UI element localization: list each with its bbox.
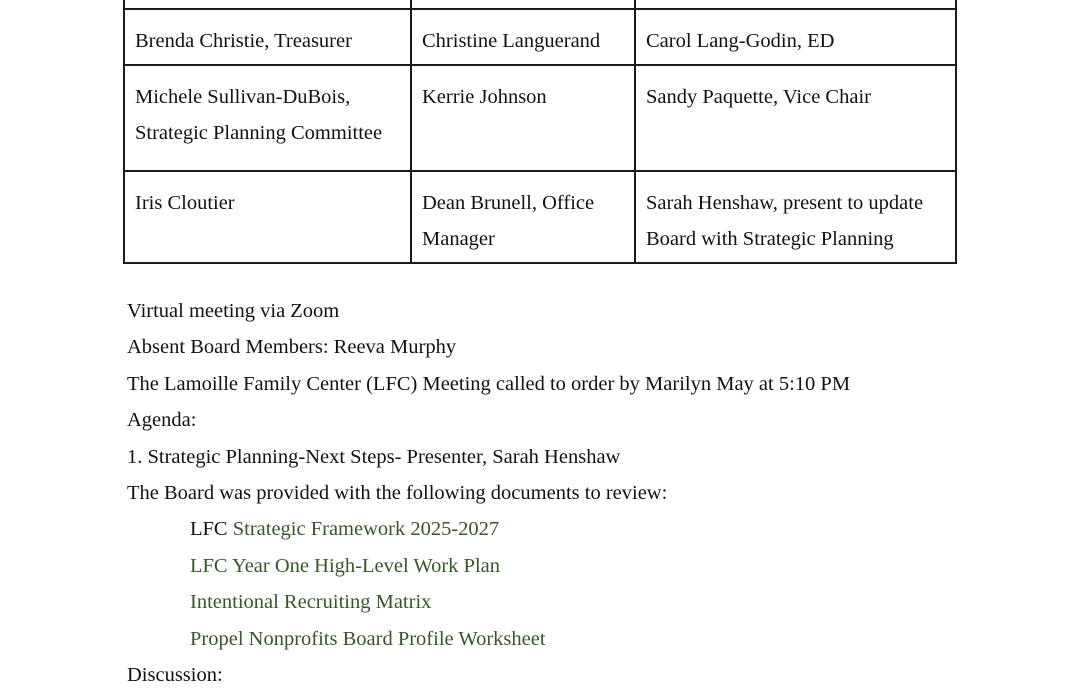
- cell-text: Sarah Henshaw, present to update: [646, 192, 924, 214]
- table-cell: [635, 171, 956, 263]
- table-cell: [124, 171, 411, 263]
- document-item: [127, 548, 1027, 584]
- document-link[interactable]: Intentional Recruiting Matrix: [190, 591, 432, 614]
- cell-text: Strategic Planning Committee: [135, 122, 383, 144]
- table-row: [124, 65, 956, 171]
- cell-text: Michele Sullivan-DuBois,: [135, 86, 351, 108]
- document-link[interactable]: LFC Year One High-Level Work Plan: [190, 554, 500, 577]
- document-item: [127, 511, 1027, 547]
- cell-text: Sandy Paquette, Vice Chair: [646, 86, 871, 108]
- table-cell: [411, 65, 635, 171]
- table-cell: [411, 171, 635, 263]
- agenda-item: 1. Strategic Planning-Next Steps- Presenter, Sarah Henshaw: [127, 445, 621, 468]
- document-list: [127, 511, 1027, 657]
- absent-members: Absent Board Members: Reeva Murphy: [127, 336, 457, 359]
- document-item: [127, 584, 1027, 620]
- call-to-order: The Lamoille Family Center (LFC) Meeting called to order by Marilyn May at 5:10 PM: [127, 372, 851, 395]
- cell-text: Manager: [422, 228, 495, 250]
- attendance-table-body: [124, 0, 956, 263]
- agenda-label: Agenda:: [127, 409, 197, 432]
- documents-intro: The Board was provided with the following documents to review:: [127, 482, 668, 505]
- cell-text: Brenda Christie, Treasurer: [135, 30, 352, 52]
- document-link[interactable]: Propel Nonprofits Board Profile Worksheet: [190, 627, 546, 650]
- table-cell: [635, 0, 956, 9]
- meeting-location: Virtual meeting via Zoom: [127, 300, 340, 322]
- document-item: [127, 621, 1027, 657]
- cell-text: Carol Lang-Godin, ED: [646, 30, 835, 52]
- table-cell: [635, 65, 956, 171]
- table-row: [124, 171, 956, 263]
- table-cell: [411, 9, 635, 65]
- table-cell: [124, 65, 411, 171]
- table-cell: [124, 9, 411, 65]
- cell-text: Kerrie Johnson: [422, 86, 547, 108]
- cell-text: Christine Languerand: [422, 30, 601, 52]
- document-link[interactable]: Strategic Framework 2025-2027: [232, 518, 500, 541]
- cell-text: Dean Brunell, Office: [422, 192, 595, 214]
- document-prefix: LFC: [190, 518, 233, 541]
- discussion-label: Discussion:: [127, 664, 223, 687]
- cell-text: Iris Cloutier: [135, 192, 235, 214]
- table-row: [124, 0, 956, 9]
- table-row: [124, 9, 956, 65]
- table-cell: [124, 0, 411, 9]
- cell-text: Board with Strategic Planning: [646, 228, 894, 250]
- attendance-table: [123, 0, 957, 264]
- meeting-notes: [127, 293, 1027, 693]
- table-cell: [635, 9, 956, 65]
- table-cell: [411, 0, 635, 9]
